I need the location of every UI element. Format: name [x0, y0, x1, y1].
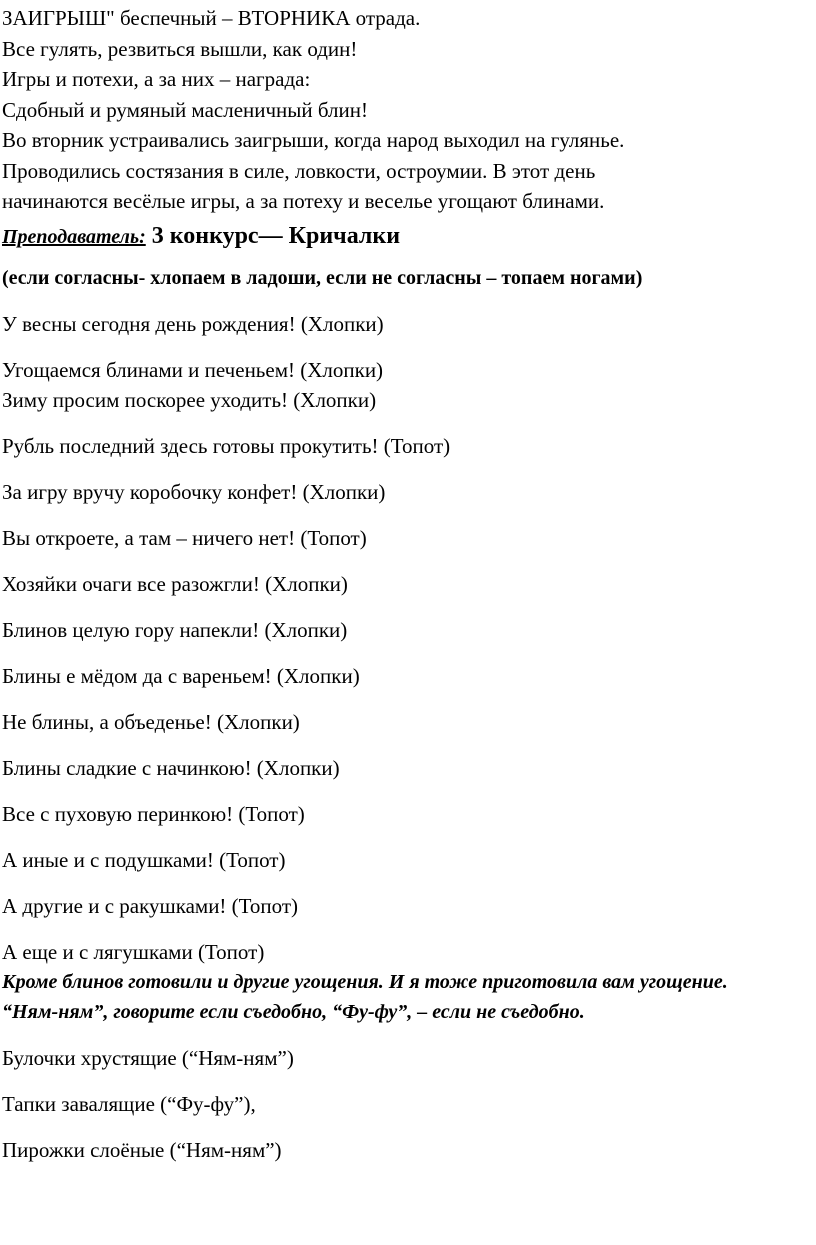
chant-list: [2, 309, 810, 967]
intro-line: Игры и потехи, а за них – награда:: [2, 67, 311, 91]
food-line: Пирожки слоёные (“Ням-ням”): [2, 1137, 282, 1162]
chant-line: А еще и с лягушками (Топот): [2, 939, 265, 964]
chant-line: У весны сегодня день рождения! (Хлопки): [2, 311, 384, 336]
chant-line: Вы откроете, а там – ничего нет! (Топот): [2, 525, 367, 550]
intro-paragraph-line: Проводились состязания в силе, ловкости, остроумии. В этот день: [2, 158, 596, 183]
chant-line: Рубль последний здесь готовы прокутить! (Топот): [2, 433, 451, 458]
speaker-role: Преподаватель:: [2, 225, 146, 248]
chant-line: Блины сладкие с начинкою! (Хлопки): [2, 755, 340, 780]
food-list: [2, 1043, 810, 1165]
intro-line: Сдобный и румяный масленичный блин!: [2, 97, 369, 122]
game-instruction: “Ням-ням”, говорите если съедобно, “Фу-фу”, – если не съедобно.: [2, 1000, 585, 1023]
chant-line: А другие и с ракушками! (Топот): [2, 893, 299, 918]
chant-line: Все с пуховую перинкою! (Топот): [2, 801, 305, 826]
intro-poem: [2, 3, 810, 217]
intro-line: ЗАИГРЫШ" беспечный – ВТОРНИКА отрада.: [2, 6, 421, 30]
intro-paragraph-line: начинаются весёлые игры, а за потеху и веселье угощают блинами.: [2, 189, 605, 213]
chant-line: Не блины, а объеденье! (Хлопки): [2, 709, 300, 734]
contest-heading: [2, 219, 810, 256]
chant-line: Блинов целую гору напекли! (Хлопки): [2, 617, 348, 642]
contest-title: 3 конкурс— Кричалки: [145, 222, 401, 249]
chant-line: А иные и с подушками! (Топот): [2, 847, 286, 872]
treats-note: Кроме блинов готовили и другие угощения. И я тоже приготовила вам угощение.: [2, 970, 728, 993]
chant-line: Хозяйки очаги все разожгли! (Хлопки): [2, 571, 348, 596]
chant-line: Угощаемся блинами и печеньем! (Хлопки): [2, 357, 384, 382]
intro-paragraph-line: Во вторник устраивались заигрыши, когда народ выходил на гулянье.: [2, 128, 625, 152]
intro-line: Все гулять, резвиться вышли, как один!: [2, 36, 358, 61]
food-line: Тапки завалящие (“Фу-фу”),: [2, 1091, 256, 1116]
chant-line: Зиму просим поскорее уходить! (Хлопки): [2, 387, 377, 412]
chant-line: Блины е мёдом да с вареньем! (Хлопки): [2, 663, 360, 688]
chant-line: За игру вручу коробочку конфет! (Хлопки): [2, 479, 386, 504]
food-line: Булочки хрустящие (“Ням-ням”): [2, 1045, 294, 1070]
contest-rule: (если согласны- хлопаем в ладоши, если не согласны – топаем ногами): [2, 266, 643, 289]
